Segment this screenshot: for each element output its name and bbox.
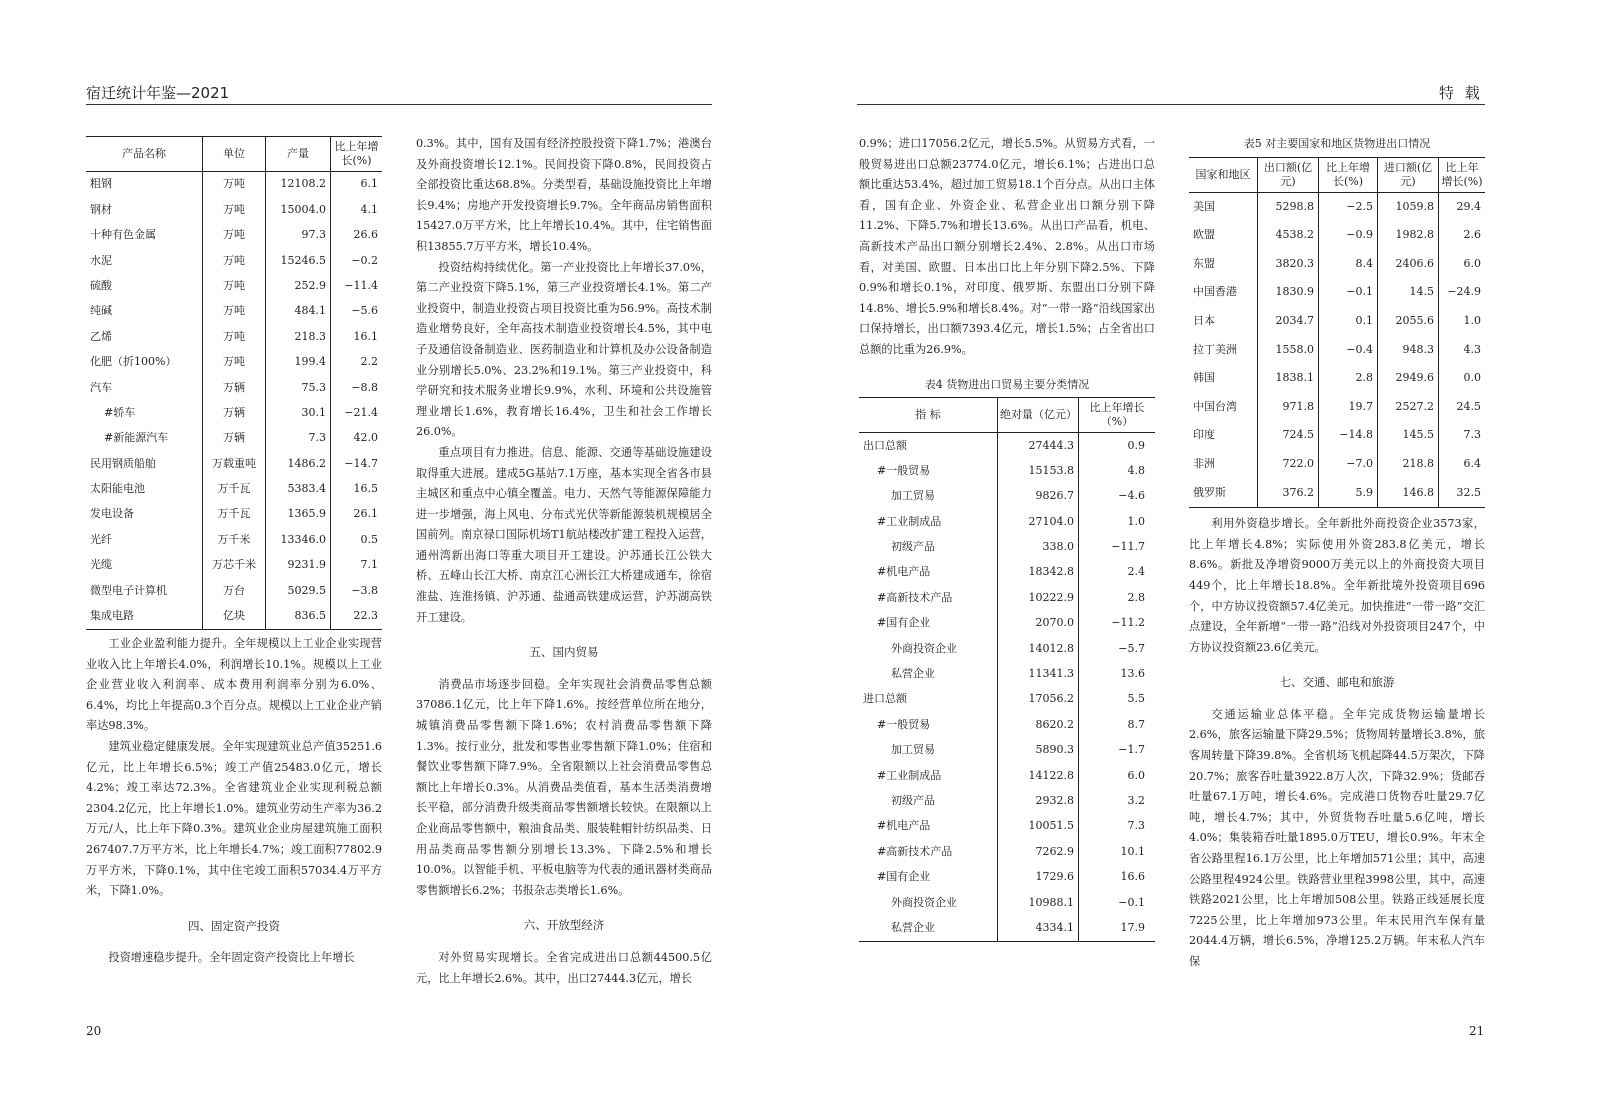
trade-value: 14122.8 [998,763,1079,788]
product-name: 纯碱 [90,304,112,318]
th-output: 产量 [266,137,331,172]
export-value: 971.8 [1258,393,1319,422]
trade-value: 10988.1 [998,890,1079,915]
product-output: 7.3 [266,426,331,451]
import-value: 14.5 [1378,278,1439,307]
table-row [859,814,1155,839]
th-export: 出口额(亿元) [1258,157,1319,192]
product-output: 97.3 [266,223,331,248]
trade-growth: 3.2 [1079,789,1156,814]
import-growth: 2.6 [1439,221,1486,250]
trade-value: 7262.9 [998,839,1079,864]
trade-indicator: 出口总额 [863,438,907,452]
trade-value: 2932.8 [998,789,1079,814]
para-investment-cont: 0.3%。其中，国有及国有经济控股投资下降1.7%；港澳台及外商投资增长12.1%。民间投资下降0.8%，民间投资占全部投资比重达68.8%。分类型看，基础设施投资比上年增长9.4%；房地产开发投资增长9.7%。全年商品房销售面积15427.0万平方米，比上年增长10.4%。其中，住宅销售面积13855.7万平方米，增长10.4%。 [416,137,712,253]
running-header-right: 特 载 [1439,84,1483,102]
product-growth: 26.1 [331,502,383,527]
product-name: 汽车 [90,380,112,394]
table-row [859,484,1155,509]
trade-value: 4334.1 [998,916,1079,942]
import-growth: −24.9 [1439,278,1486,307]
header-rule-left [86,104,712,105]
trade-growth: 6.0 [1079,763,1156,788]
left-page [0,0,804,1099]
product-output: 13346.0 [266,527,331,552]
export-value: 1838.1 [1258,364,1319,393]
table5-caption: 表5 对主要国家和地区货物进出口情况 [1243,137,1431,150]
product-output: 1486.2 [266,451,331,476]
product-growth: −8.8 [331,375,383,400]
trade-value: 9826.7 [998,484,1079,509]
th-import-growth: 比上年增长(%) [1439,157,1486,192]
trade-indicator: 私营企业 [891,920,935,934]
import-growth: 29.4 [1439,192,1486,221]
table-row [86,223,382,248]
table-row [859,738,1155,763]
table-row [86,578,382,603]
import-value: 218.8 [1378,450,1439,479]
table-row [86,527,382,552]
trade-indicator: 初级产品 [891,540,935,554]
product-output: 1365.9 [266,502,331,527]
export-value: 2034.7 [1258,307,1319,336]
product-unit: 亿块 [203,604,266,630]
table-row [859,636,1155,661]
product-growth: 22.3 [331,604,383,630]
import-growth: 7.3 [1439,421,1486,450]
trade-growth: 2.8 [1079,585,1156,610]
import-growth: 0.0 [1439,364,1486,393]
page-number-left: 20 [86,1024,102,1038]
product-name: 微型电子计算机 [90,583,167,597]
trade-growth: −5.7 [1079,636,1156,661]
trade-growth: 4.8 [1079,459,1156,484]
export-value: 5298.8 [1258,192,1319,221]
table-row [1189,192,1485,221]
export-growth: −0.1 [1319,278,1378,307]
trade-growth: −11.2 [1079,611,1156,636]
product-unit: 万载重吨 [203,451,266,476]
import-growth: 4.3 [1439,336,1486,365]
trade-category-table [859,397,1155,942]
product-unit: 万千米 [203,527,266,552]
product-growth: 16.1 [331,324,383,349]
country-name: 非洲 [1193,456,1215,470]
trade-value: 1729.6 [998,865,1079,890]
export-growth: −7.0 [1319,450,1378,479]
table-row [1189,221,1485,250]
table-row [86,375,382,400]
trade-indicator: 加工贸易 [891,743,935,757]
country-name: 印度 [1193,428,1215,442]
import-value: 2406.6 [1378,250,1439,279]
trade-indicator: #高新技术产品 [877,590,953,604]
product-growth: 16.5 [331,477,383,502]
table-row [1189,421,1485,450]
table-row [859,687,1155,712]
trade-value: 11341.3 [998,662,1079,687]
product-growth: 4.1 [331,197,383,222]
product-unit: 万吨 [203,299,266,324]
product-unit: 万吨 [203,248,266,273]
product-output-table [86,136,382,630]
table-row [1189,393,1485,422]
import-value: 948.3 [1378,336,1439,365]
product-growth: −0.2 [331,248,383,273]
table-row [86,350,382,375]
import-value: 145.5 [1378,421,1439,450]
product-output: 484.1 [266,299,331,324]
product-unit: 万千瓦 [203,502,266,527]
product-name: 十种有色金属 [90,228,156,242]
import-growth: 6.4 [1439,450,1486,479]
table-row [86,299,382,324]
export-value: 1558.0 [1258,336,1319,365]
export-growth: −0.4 [1319,336,1378,365]
trade-indicator: #高新技术产品 [877,844,953,858]
table-row [86,197,382,222]
product-name: 集成电路 [90,609,134,623]
export-value: 3820.3 [1258,250,1319,279]
table4-caption: 表4 货物进出口贸易主要分类情况 [924,377,1090,391]
table-row [1189,278,1485,307]
product-name: 水泥 [90,253,112,267]
th-indicator: 指 标 [859,398,998,433]
para-investment-start: 投资增速稳步提升。全年固定资产投资比上年增长 [108,951,355,965]
para-foreign-trade-start: 对外贸易实现增长。全省完成进出口总额44500.5亿元，比上年增长2.6%。其中，出口27444.3亿元，增长 [416,950,712,985]
import-value: 1982.8 [1378,221,1439,250]
product-growth: 2.2 [331,350,383,375]
table-row [859,611,1155,636]
section-heading-6: 六、开放型经济 [523,918,605,933]
table-row [1189,250,1485,279]
export-value: 724.5 [1258,421,1319,450]
product-unit: 万芯千米 [203,553,266,578]
trade-growth: 2.4 [1079,560,1156,585]
trade-growth: 13.6 [1079,662,1156,687]
trade-growth: 7.3 [1079,814,1156,839]
product-growth: 7.1 [331,553,383,578]
trade-growth: 1.0 [1079,509,1156,534]
para-trade-cont: 0.9%；进口17056.2亿元，增长5.5%。从贸易方式看，一般贸易进出口总额23774.0亿元，增长6.1%；占进出口总额比重达53.4%，超过加工贸易18.1个百分点。从出口主体看，国有企业、外资企业、私营企业出口额分别下降11.2%、下降5.7%和增长13.6%。从出口产品看，机电、高新技术产品出口额分别增长2.4%、2.8%。从出口市场看，对美国、欧盟、日本出口比上年分别下降2.5%、下降0.9%和增长0.1%，对印度、俄罗斯、东盟出口分别下降14.8%、增长5.9%和增长8.4%。对“一带一路”沿线国家出口保持增长，出口额7393.4亿元，增长1.5%；占全省出口总额的比重为26.9%。 [859,137,1155,356]
export-growth: 8.4 [1319,250,1378,279]
trade-indicator: #一般贸易 [877,717,931,731]
table-row [859,763,1155,788]
product-unit: 万吨 [203,197,266,222]
table-row [86,324,382,349]
table-row [1189,450,1485,479]
product-name: #轿车 [104,405,136,419]
import-growth: 32.5 [1439,479,1486,508]
product-output: 5029.5 [266,578,331,603]
country-name: 中国香港 [1193,285,1237,299]
table-row [859,789,1155,814]
product-output: 30.1 [266,401,331,426]
trade-growth: 5.5 [1079,687,1156,712]
country-name: 日本 [1193,313,1215,327]
product-growth: 26.6 [331,223,383,248]
product-output: 15246.5 [266,248,331,273]
country-trade-table [1189,157,1485,509]
trade-value: 14012.8 [998,636,1079,661]
product-name: 光纤 [90,532,112,546]
product-output: 252.9 [266,274,331,299]
import-value: 2055.6 [1378,307,1439,336]
product-unit: 万吨 [203,274,266,299]
trade-growth: −11.7 [1079,535,1156,560]
country-name: 美国 [1193,199,1215,213]
table-row [86,274,382,299]
product-unit: 万辆 [203,375,266,400]
running-header-left: 宿迁统计年鉴—2021 [86,84,230,102]
product-name: 钢材 [90,202,112,216]
country-name: 欧盟 [1193,228,1215,242]
trade-indicator: #国有企业 [877,616,931,630]
trade-growth: −4.6 [1079,484,1156,509]
trade-value: 15153.8 [998,459,1079,484]
section-heading-7: 七、交通、邮电和旅游 [1279,675,1395,690]
product-output: 15004.0 [266,197,331,222]
trade-value: 27104.0 [998,509,1079,534]
table-row [1189,479,1485,508]
export-growth: 19.7 [1319,393,1378,422]
para-consumer-market: 消费品市场逐步回稳。全年实现社会消费品零售总额37086.1亿元，比上年下降1.6%。按经营单位所在地分，城镇消费品零售额下降1.6%；农村消费品零售额下降1.3%。按行业分，批发和零售业零售额下降1.0%；住宿和餐饮业零售额下降7.9%。全省限额以上社会消费品零售总额比上年增长0.3%。从消费品类值看，基本生活类消费增长平稳，部分消费升级类商品零售额增长较快。在限额以上企业商品零售额中，粮油食品类、服装鞋帽针纺织品类、日用品类商品零售额分别增长13.3%、下降2.5%和增长10.0%。以智能手机、平板电脑等为代表的通讯器材类商品零售额增长6.2%；书报杂志类增长1.6%。 [416,677,712,897]
th-country: 国家和地区 [1189,157,1258,192]
product-name: 化肥（折100%） [90,355,177,369]
trade-growth: 17.9 [1079,916,1156,942]
table-row [859,509,1155,534]
product-output: 218.3 [266,324,331,349]
header-rule-right [857,104,1485,105]
table-row [1189,364,1485,393]
table-row [86,172,382,198]
product-unit: 万吨 [203,324,266,349]
trade-value: 17056.2 [998,687,1079,712]
export-growth: −2.5 [1319,192,1378,221]
product-name: 乙烯 [90,329,112,343]
table-row [859,433,1155,459]
trade-growth: 10.1 [1079,839,1156,864]
product-name: 太阳能电池 [90,482,145,496]
table-row [859,662,1155,687]
para-investment-structure: 投资结构持续优化。第一产业投资比上年增长37.0%，第二产业投资下降5.1%，第三产业投资增长4.1%。第二产业投资中，制造业投资占项目投资比重为56.9%。高技术制造业增势良好，全年高技术制造业投资增长4.5%，其中电子及通信设备制造业、医药制造业和计算机及办公设备制造业分别增长5.0%、23.2%和19.1%。第三产业投资中，科学研究和技术服务业增长9.9%，水利、环境和公共设施管理业增长1.6%，教育增长16.4%，卫生和社会工作增长26.0%。 [416,260,712,439]
table-row [86,426,382,451]
export-growth: 0.1 [1319,307,1378,336]
export-growth: −14.8 [1319,421,1378,450]
table-row [86,502,382,527]
trade-growth: 0.9 [1079,433,1156,459]
trade-indicator: #工业制成品 [877,514,942,528]
th-growth-4: 比上年增长（%） [1079,398,1156,433]
product-unit: 万台 [203,578,266,603]
product-output: 199.4 [266,350,331,375]
th-product: 产品名称 [86,137,203,172]
trade-value: 10051.5 [998,814,1079,839]
table-row [859,459,1155,484]
table-row [859,839,1155,864]
para-foreign-investment: 利用外资稳步增长。全年新批外商投资企业3573家，比上年增长4.8%；实际使用外资283.8亿美元，增长8.6%。新批及净增资9000万美元以上的外商投资大项目449个，比上年增长18.8%。全年新批境外投资项目696个，中方协议投资额57.4亿美元。加快推进“一带一路”交汇点建设，全年新增“一带一路”沿线对外投资项目247个，中方协议投资额23.6亿美元。 [1189,517,1485,654]
product-unit: 万吨 [203,172,266,198]
th-growth: 比上年增长(%) [331,137,383,172]
product-growth: −21.4 [331,401,383,426]
product-output: 75.3 [266,375,331,400]
trade-value: 338.0 [998,535,1079,560]
trade-growth: 16.6 [1079,865,1156,890]
trade-growth: 8.7 [1079,712,1156,737]
country-table-body [1189,192,1485,508]
trade-indicator: 加工贸易 [891,489,935,503]
country-name: 东盟 [1193,256,1215,270]
product-name: 发电设备 [90,507,134,521]
trade-value: 10222.9 [998,585,1079,610]
left-column-1 [86,136,382,969]
table-row [86,477,382,502]
product-growth: −3.8 [331,578,383,603]
product-name: 光缆 [90,558,112,572]
para-industry-profit: 工业企业盈利能力提升。全年规模以上工业企业实现营业收入比上年增长4.0%，利润增长10.1%。规模以上工业企业营业收入利润率、成本费用利润率分别为6.0%、6.4%，均比上年提高0.3个百分点。规模以上工业企业产销率达98.3%。 [86,637,382,733]
import-growth: 24.5 [1439,393,1486,422]
import-value: 2527.2 [1378,393,1439,422]
trade-value: 18342.8 [998,560,1079,585]
export-growth: 5.9 [1319,479,1378,508]
trade-indicator: #机电产品 [877,565,931,579]
import-growth: 1.0 [1439,307,1486,336]
trade-table-body [859,433,1155,942]
country-name: 俄罗斯 [1193,485,1226,499]
table-row [859,585,1155,610]
trade-indicator: #一般贸易 [877,463,931,477]
product-growth: −14.7 [331,451,383,476]
trade-indicator: 外商投资企业 [891,895,957,909]
product-name: 硫酸 [90,278,112,292]
table-row [859,916,1155,942]
export-value: 376.2 [1258,479,1319,508]
trade-growth: −0.1 [1079,890,1156,915]
th-unit: 单位 [203,137,266,172]
product-unit: 万辆 [203,401,266,426]
left-column-2 [416,134,712,989]
product-output: 836.5 [266,604,331,630]
export-growth: −0.9 [1319,221,1378,250]
trade-indicator: 外商投资企业 [891,641,957,655]
trade-value: 5890.3 [998,738,1079,763]
trade-indicator: 初级产品 [891,793,935,807]
trade-indicator: #国有企业 [877,870,931,884]
table-row [1189,336,1485,365]
trade-indicator: 私营企业 [891,667,935,681]
table-row [859,712,1155,737]
table-row [859,865,1155,890]
product-growth: 6.1 [331,172,383,198]
table-row [86,248,382,273]
trade-value: 27444.3 [998,433,1079,459]
table-row [1189,307,1485,336]
country-name: 韩国 [1193,371,1215,385]
th-import: 进口额(亿元) [1378,157,1439,192]
para-construction: 建筑业稳定健康发展。全年实现建筑业总产值35251.6亿元，比上年增长6.5%；竣工产值25483.0亿元，增长4.2%；竣工率达72.3%。全省建筑业企业实现利税总额2304.2亿元，比上年增长1.0%。建筑业劳动生产率为36.2万元/人，比上年下降0.3%。建筑业企业房屋建筑施工面积267407.7万平方米，比上年增长4.7%；竣工面积77802.9万平方米，下降0.1%，其中住宅竣工面积57034.4万平方米，下降1.0%。 [86,740,382,898]
import-value: 2949.6 [1378,364,1439,393]
table-row [859,560,1155,585]
import-value: 146.8 [1378,479,1439,508]
table-row [86,553,382,578]
product-name: 粗钢 [90,177,112,191]
right-column-2 [1189,134,1485,973]
th-export-growth: 比上年增长(%) [1319,157,1378,192]
trade-value: 2070.0 [998,611,1079,636]
trade-indicator: #机电产品 [877,819,931,833]
th-absolute: 绝对量（亿元） [998,398,1079,433]
country-name: 中国台湾 [1193,399,1237,413]
para-transport: 交通运输业总体平稳。全年完成货物运输量增长2.6%，旅客运输量下降29.5%；货物周转量增长3.8%，旅客周转量下降39.8%。全省机场飞机起降44.5万架次，下降20.7%；旅客吞吐量3922.8万人次，下降32.9%；货邮吞吐量67.1万吨，增长4.6%。完成港口货物吞吐量29.7亿吨，增长4.7%；其中，外贸货物吞吐量5.6亿吨，增长4.0%；集装箱吞吐量1895.0万TEU，增长0.9%。年末全省公路里程16.1万公里，比上年增加571公里；其中，高速公路里程4924公里。铁路营业里程3998公里，其中，高速铁路2021公里，比上年增加508公里。铁路正线延展长度7225公里，比上年增加973公里。年末民用汽车保有量2044.4万辆，增长6.5%，净增125.2万辆。年末私人汽车保 [1189,707,1485,968]
export-value: 1830.9 [1258,278,1319,307]
para-key-projects: 重点项目有力推进。信息、能源、交通等基础设施建设取得重大进展。建成5G基站7.1万座，基本实现全省各市县主城区和重点中心镇全覆盖。电力、天然气等能源保障能力进一步增强，海上风电、分布式光伏等新能源装机规模居全国前列。南京禄口国际机场T1航站楼改扩建工程投入运营，通州湾新出海口等重大项目开工建设。沪苏通长江公铁大桥、五峰山长江大桥、南京江心洲长江大桥建成通车，徐宿淮盐、连淮扬镇、沪苏通、盐通高铁建成运营，沪苏湖高铁开工建设。 [416,445,712,624]
table-row [86,604,382,630]
trade-indicator: #工业制成品 [877,768,942,782]
product-output: 12108.2 [266,172,331,198]
right-column-1 [859,134,1155,942]
product-output: 9231.9 [266,553,331,578]
import-growth: 6.0 [1439,250,1486,279]
product-table-body [86,172,382,630]
trade-growth: −1.7 [1079,738,1156,763]
page-number-right: 21 [1469,1024,1485,1038]
product-growth: 42.0 [331,426,383,451]
table-row [859,535,1155,560]
product-name: 民用钢质船舶 [90,456,156,470]
table-row [859,890,1155,915]
section-heading-5: 五、国内贸易 [529,645,599,660]
product-unit: 万吨 [203,223,266,248]
product-growth: −5.6 [331,299,383,324]
trade-indicator: 进口总额 [863,692,907,706]
export-value: 722.0 [1258,450,1319,479]
country-name: 拉丁美洲 [1193,342,1237,356]
product-growth: −11.4 [331,274,383,299]
product-name: #新能源汽车 [104,431,169,445]
trade-value: 8620.2 [998,712,1079,737]
export-value: 4538.2 [1258,221,1319,250]
table-row [86,401,382,426]
product-output: 5383.4 [266,477,331,502]
right-page [805,0,1609,1099]
import-value: 1059.8 [1378,192,1439,221]
product-growth: 0.5 [331,527,383,552]
export-growth: 2.8 [1319,364,1378,393]
section-heading-4: 四、固定资产投资 [188,918,280,933]
product-unit: 万千瓦 [203,477,266,502]
product-unit: 万辆 [203,426,266,451]
product-unit: 万吨 [203,350,266,375]
table-row [86,451,382,476]
